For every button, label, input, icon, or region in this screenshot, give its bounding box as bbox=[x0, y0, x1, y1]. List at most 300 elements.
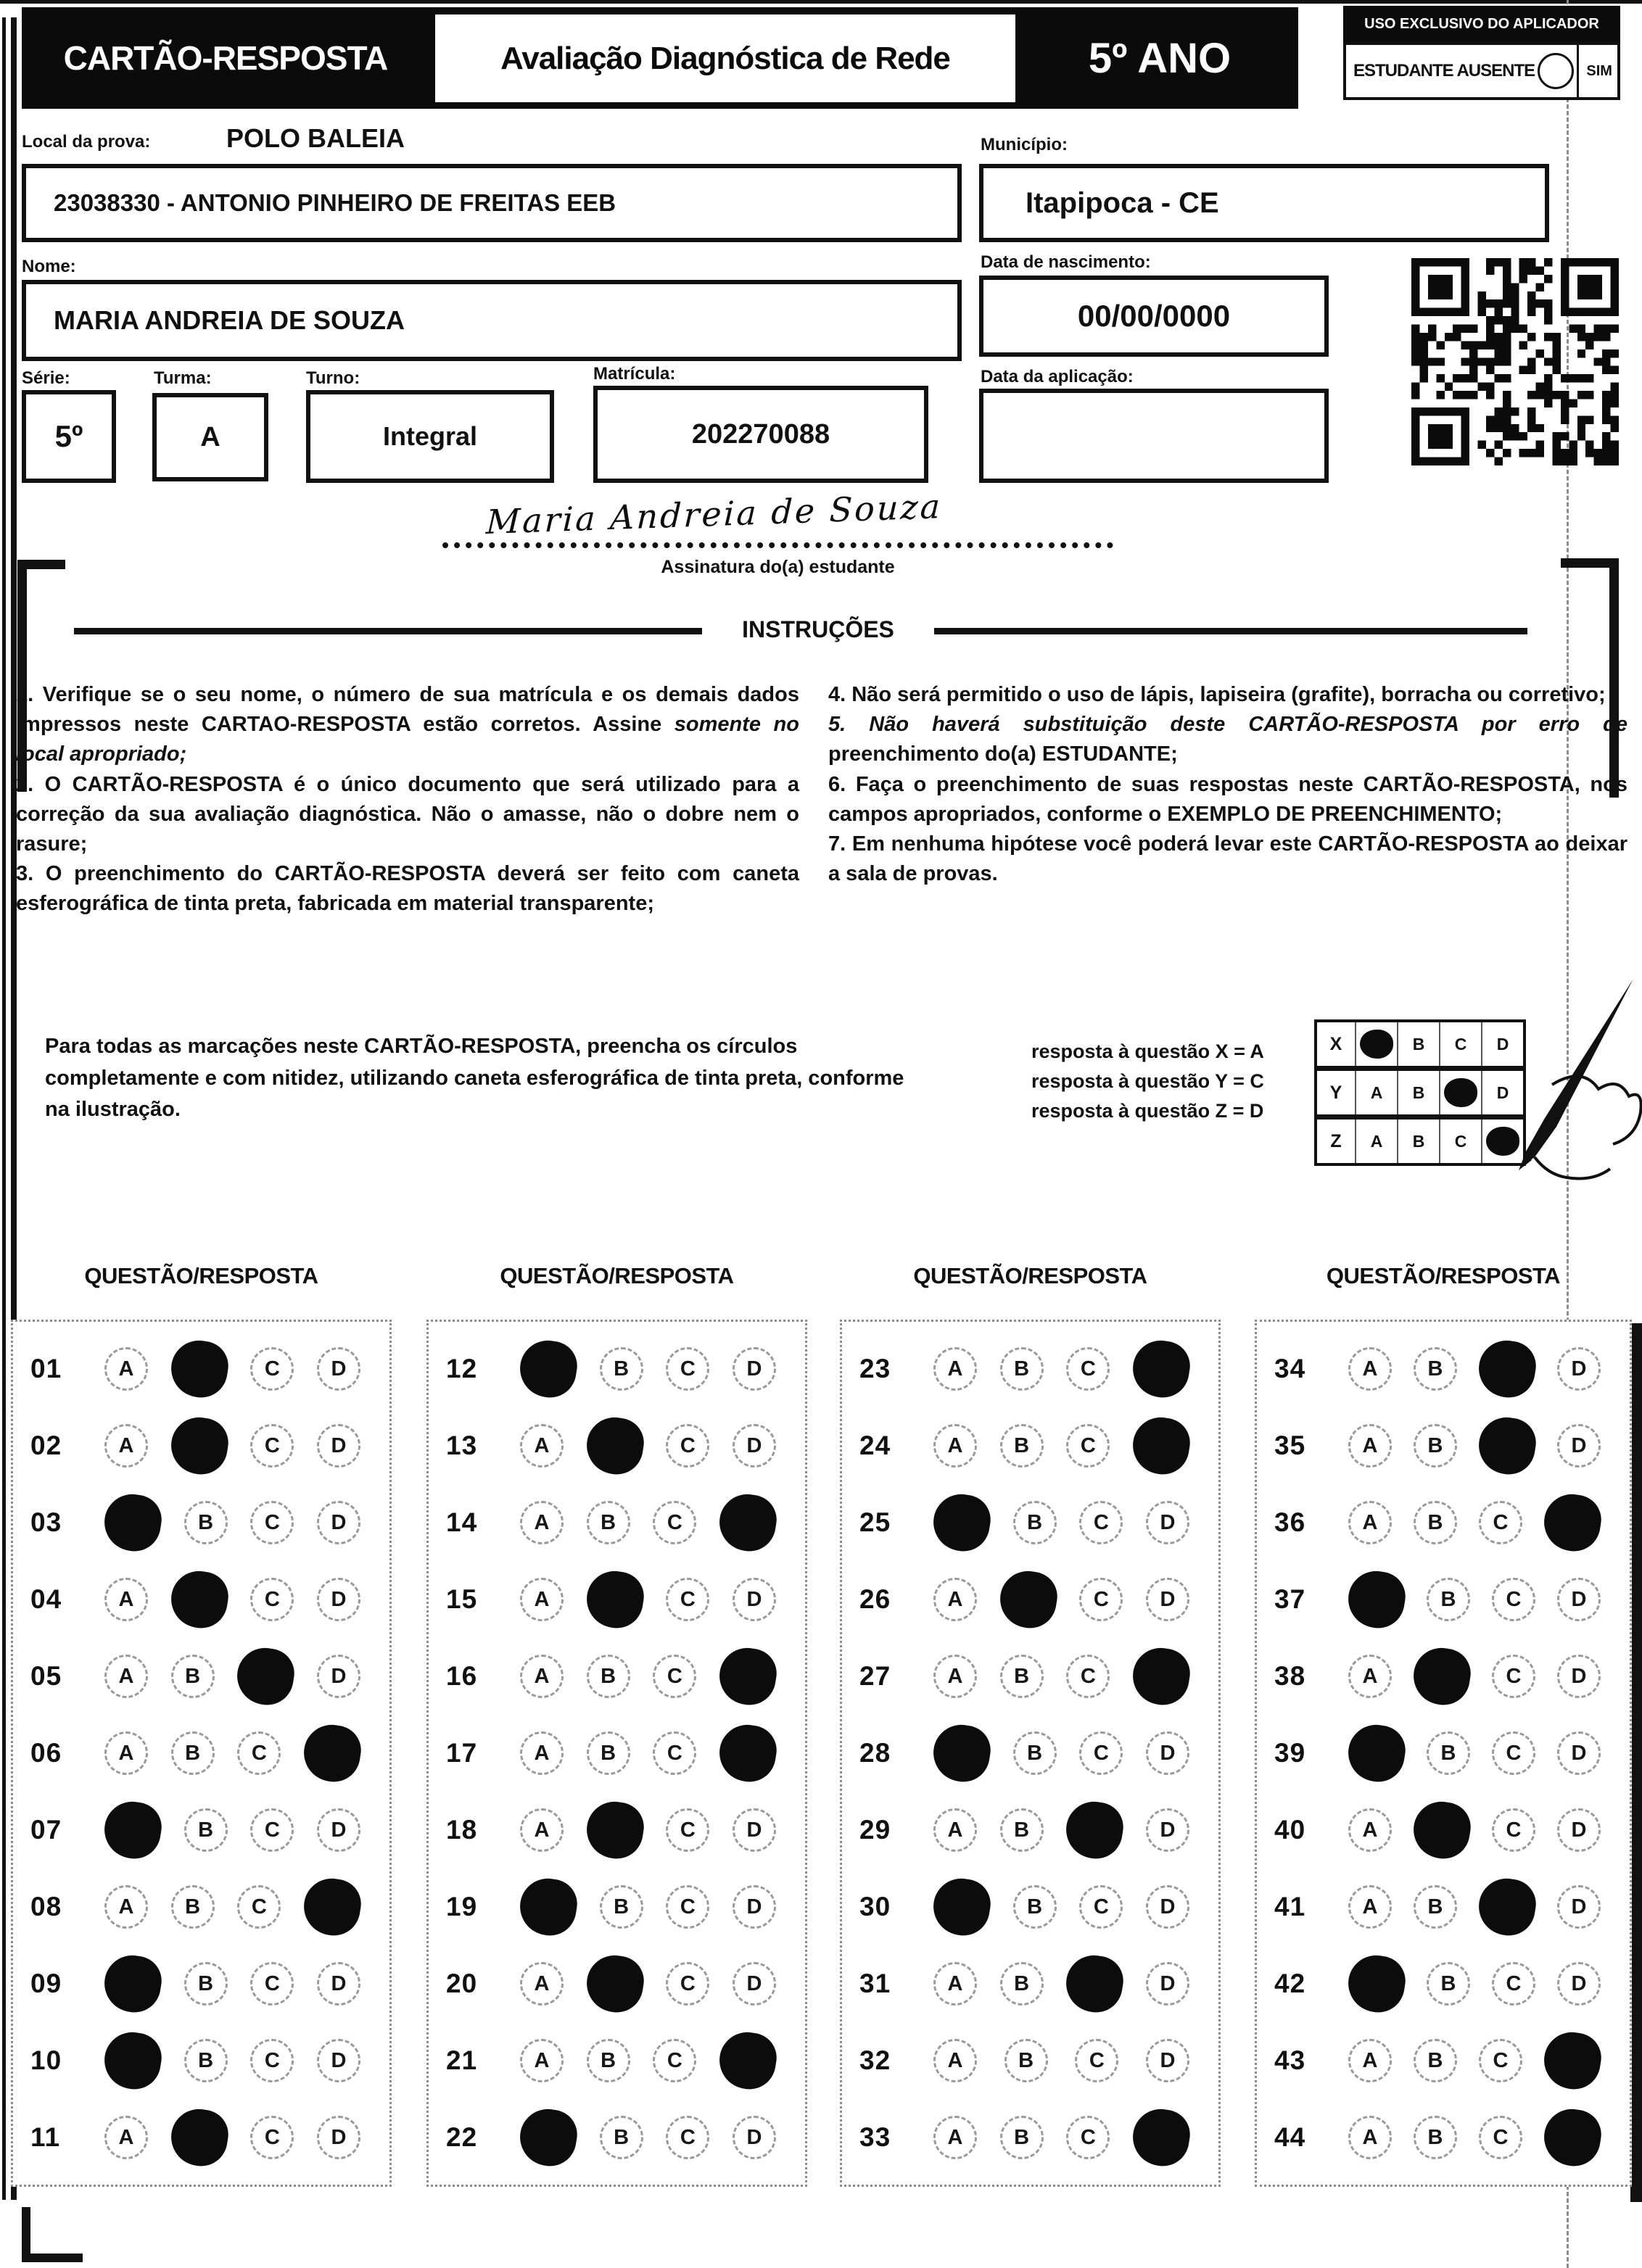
bubble-q21-B[interactable]: B bbox=[587, 2039, 630, 2082]
bubble-q36-D[interactable] bbox=[1540, 1490, 1604, 1555]
bubble-q03-B[interactable]: B bbox=[184, 1501, 228, 1544]
bubble-q09-A[interactable] bbox=[100, 1951, 165, 2016]
question-row-19 bbox=[429, 1872, 805, 1942]
bubble-q39-A[interactable] bbox=[1344, 1721, 1408, 1785]
bubble-q38-D[interactable]: D bbox=[1557, 1655, 1601, 1698]
question-row-27 bbox=[842, 1642, 1218, 1711]
bubble-q43-D[interactable] bbox=[1540, 2028, 1604, 2093]
bubble-q22-B[interactable]: B bbox=[600, 2116, 643, 2159]
signature-line bbox=[442, 542, 1113, 548]
bubble-q23-B[interactable]: B bbox=[1000, 1347, 1044, 1391]
bubble-group bbox=[1344, 1494, 1630, 1551]
bubble-q16-C[interactable]: C bbox=[653, 1655, 696, 1698]
bubble-q42-C[interactable]: C bbox=[1492, 1962, 1535, 2006]
bubble-q36-C[interactable]: C bbox=[1479, 1501, 1522, 1544]
question-number: 17 bbox=[446, 1738, 478, 1768]
question-number: 10 bbox=[30, 2045, 62, 2075]
signature-handwriting: Maria Andreia de Souza bbox=[485, 486, 944, 542]
bubble-q03-A[interactable] bbox=[100, 1490, 165, 1555]
bubble-q10-B[interactable]: B bbox=[184, 2039, 228, 2082]
bubble-group bbox=[100, 1725, 389, 1781]
bubble-q29-C[interactable] bbox=[1063, 1797, 1127, 1862]
question-number: 39 bbox=[1274, 1738, 1306, 1768]
bubble-q10-C[interactable]: C bbox=[250, 2039, 294, 2082]
bubble-q26-B[interactable] bbox=[996, 1567, 1060, 1631]
signature-caption: Assinatura do(a) estudante bbox=[661, 557, 895, 577]
question-row-21 bbox=[429, 2026, 805, 2095]
bubble-q33-B[interactable]: B bbox=[1000, 2116, 1044, 2159]
pen-illustration bbox=[1465, 976, 1642, 1201]
bubble-q26-C[interactable]: C bbox=[1079, 1578, 1123, 1621]
bubble-q20-B[interactable] bbox=[582, 1951, 647, 2016]
question-number: 42 bbox=[1274, 1969, 1306, 1998]
turma-field bbox=[152, 393, 268, 481]
bubble-q24-D[interactable] bbox=[1129, 1413, 1193, 1478]
serie-value: 5º bbox=[54, 419, 83, 453]
bubble-q31-B[interactable]: B bbox=[1000, 1962, 1044, 2006]
bubble-group bbox=[100, 1955, 389, 2012]
bubble-q27-D[interactable] bbox=[1129, 1644, 1193, 1708]
bubble-q11-D[interactable]: D bbox=[317, 2116, 360, 2159]
municipio-label: Município: bbox=[981, 135, 1068, 154]
bubble-q06-A[interactable]: A bbox=[104, 1731, 148, 1775]
bubble-q35-A[interactable]: A bbox=[1348, 1424, 1392, 1468]
bubble-q15-D[interactable]: D bbox=[733, 1578, 776, 1621]
bubble-q40-D[interactable]: D bbox=[1557, 1808, 1601, 1852]
bubble-q08-A[interactable]: A bbox=[104, 1885, 148, 1929]
bubble-q01-D[interactable]: D bbox=[317, 1347, 360, 1391]
bubble-q21-C[interactable]: C bbox=[653, 2039, 696, 2082]
bubble-q39-D[interactable]: D bbox=[1557, 1731, 1601, 1775]
question-row-36 bbox=[1257, 1488, 1630, 1557]
bubble-q43-B[interactable]: B bbox=[1414, 2039, 1457, 2082]
bubble-q39-B[interactable]: B bbox=[1427, 1731, 1470, 1775]
bubble-q17-D[interactable] bbox=[715, 1721, 780, 1785]
example-line-x: resposta à questão X = A bbox=[1031, 1040, 1264, 1062]
bubble-q23-D[interactable] bbox=[1129, 1336, 1193, 1401]
bubble-q04-B[interactable] bbox=[167, 1567, 231, 1631]
bubble-q25-D[interactable]: D bbox=[1146, 1501, 1189, 1544]
bubble-group bbox=[516, 2032, 805, 2089]
bubble-q16-B[interactable]: B bbox=[587, 1655, 630, 1698]
bubble-q42-D[interactable]: D bbox=[1557, 1962, 1601, 2006]
question-row-44 bbox=[1257, 2103, 1630, 2172]
bubble-q06-D[interactable] bbox=[300, 1721, 364, 1785]
question-number: 13 bbox=[446, 1431, 478, 1460]
answers-header-3: QUESTÃO/RESPOSTA bbox=[913, 1263, 1147, 1288]
bubble-q11-C[interactable]: C bbox=[250, 2116, 294, 2159]
question-row-02 bbox=[13, 1411, 389, 1481]
bubble-q34-A[interactable]: A bbox=[1348, 1347, 1392, 1391]
question-number: 24 bbox=[859, 1431, 891, 1460]
bubble-q18-D[interactable]: D bbox=[733, 1808, 776, 1852]
bubble-q31-A[interactable]: A bbox=[933, 1962, 977, 2006]
bubble-q38-C[interactable]: C bbox=[1492, 1655, 1535, 1698]
bubble-q15-C[interactable]: C bbox=[666, 1578, 709, 1621]
bubble-q10-D[interactable]: D bbox=[317, 2039, 360, 2082]
bubble-q12-A[interactable] bbox=[516, 1336, 580, 1401]
question-number: 19 bbox=[446, 1892, 478, 1921]
bubble-q36-B[interactable]: B bbox=[1414, 1501, 1457, 1544]
bubble-q40-B[interactable] bbox=[1409, 1797, 1474, 1862]
bubble-q13-A[interactable]: A bbox=[520, 1424, 564, 1468]
serie-label: Série: bbox=[22, 368, 70, 388]
question-number: 01 bbox=[30, 1354, 62, 1383]
bubble-q05-A[interactable]: A bbox=[104, 1655, 148, 1698]
question-row-26 bbox=[842, 1565, 1218, 1634]
bubble-q38-B[interactable] bbox=[1409, 1644, 1474, 1708]
bubble-q20-C[interactable]: C bbox=[666, 1962, 709, 2006]
scan-left-edge-1 bbox=[2, 17, 6, 2200]
bubble-q30-A[interactable] bbox=[929, 1874, 994, 1939]
bubble-q33-A[interactable]: A bbox=[933, 2116, 977, 2159]
question-number: 25 bbox=[859, 1507, 891, 1537]
scan-top-edge bbox=[0, 0, 1642, 4]
bubble-q05-D[interactable]: D bbox=[317, 1655, 360, 1698]
question-row-42 bbox=[1257, 1949, 1630, 2019]
question-number: 23 bbox=[859, 1354, 891, 1383]
bubble-q31-D[interactable]: D bbox=[1146, 1962, 1189, 2006]
bubble-q32-C[interactable]: C bbox=[1075, 2039, 1118, 2082]
instruction-item: 5. Não haverá substituição deste CARTÃO-RESPOSTA por erro de preenchimento do(a) ESTUDANTE; bbox=[828, 713, 1627, 766]
question-row-03 bbox=[13, 1488, 389, 1557]
bubble-group bbox=[516, 1418, 805, 1474]
bubble-q42-A[interactable] bbox=[1344, 1951, 1408, 2016]
bubble-q44-B[interactable]: B bbox=[1414, 2116, 1457, 2159]
exam-title-box bbox=[429, 7, 1021, 109]
bubble-group bbox=[929, 1341, 1218, 1397]
example-cell-Z-C: C bbox=[1439, 1119, 1481, 1163]
bubble-q21-D[interactable] bbox=[715, 2028, 780, 2093]
question-number: 43 bbox=[1274, 2045, 1306, 2075]
bubble-q19-B[interactable]: B bbox=[600, 1885, 643, 1929]
bubble-q17-B[interactable]: B bbox=[587, 1731, 630, 1775]
bubble-group bbox=[100, 1418, 389, 1474]
bubble-group bbox=[1344, 1648, 1630, 1705]
bubble-q41-C[interactable] bbox=[1474, 1874, 1539, 1939]
bubble-q43-C[interactable]: C bbox=[1479, 2039, 1522, 2082]
bubble-group bbox=[516, 1725, 805, 1781]
turma-value: A bbox=[200, 421, 220, 452]
example-cell-Y-A: A bbox=[1355, 1071, 1397, 1114]
bubble-q13-C[interactable]: C bbox=[666, 1424, 709, 1468]
bubble-group bbox=[929, 1802, 1218, 1858]
answers-box-1 bbox=[11, 1320, 392, 2187]
question-number: 20 bbox=[446, 1969, 478, 1998]
bubble-q34-C[interactable] bbox=[1474, 1336, 1539, 1401]
bubble-q12-B[interactable]: B bbox=[600, 1347, 643, 1391]
bubble-group bbox=[100, 1341, 389, 1397]
bubble-q18-C[interactable]: C bbox=[666, 1808, 709, 1852]
bubble-group bbox=[929, 2039, 1218, 2082]
bubble-q30-C[interactable]: C bbox=[1079, 1885, 1123, 1929]
bubble-q04-A[interactable]: A bbox=[104, 1578, 148, 1621]
bubble-q23-C[interactable]: C bbox=[1066, 1347, 1110, 1391]
bubble-q29-A[interactable]: A bbox=[933, 1808, 977, 1852]
question-row-40 bbox=[1257, 1795, 1630, 1865]
bubble-q01-C[interactable]: C bbox=[250, 1347, 294, 1391]
municipio-value: Itapipoca - CE bbox=[1026, 186, 1219, 219]
bubble-q12-D[interactable]: D bbox=[733, 1347, 776, 1391]
bubble-q44-C[interactable]: C bbox=[1479, 2116, 1522, 2159]
nome-field bbox=[22, 280, 962, 361]
bubble-q13-D[interactable]: D bbox=[733, 1424, 776, 1468]
question-number: 34 bbox=[1274, 1354, 1306, 1383]
bubble-q02-C[interactable]: C bbox=[250, 1424, 294, 1468]
bubble-q02-D[interactable]: D bbox=[317, 1424, 360, 1468]
bubble-q11-B[interactable] bbox=[167, 2105, 231, 2169]
question-row-14 bbox=[429, 1488, 805, 1557]
bubble-q44-A[interactable]: A bbox=[1348, 2116, 1392, 2159]
bubble-q28-A[interactable] bbox=[929, 1721, 994, 1785]
bubble-q28-C[interactable]: C bbox=[1079, 1731, 1123, 1775]
bubble-q18-B[interactable] bbox=[582, 1797, 647, 1862]
question-number: 18 bbox=[446, 1815, 478, 1845]
question-number: 32 bbox=[859, 2045, 891, 2075]
bubble-q24-C[interactable]: C bbox=[1066, 1424, 1110, 1468]
bubble-q20-A[interactable]: A bbox=[520, 1962, 564, 2006]
bubble-group bbox=[516, 1879, 805, 1935]
bubble-q27-B[interactable]: B bbox=[1000, 1655, 1044, 1698]
bubble-q18-A[interactable]: A bbox=[520, 1808, 564, 1852]
serie-field bbox=[22, 390, 116, 483]
question-number: 41 bbox=[1274, 1892, 1306, 1921]
turno-value: Integral bbox=[382, 421, 478, 451]
bubble-q22-D[interactable]: D bbox=[733, 2116, 776, 2159]
bubble-q44-D[interactable] bbox=[1540, 2105, 1604, 2169]
bubble-q31-C[interactable] bbox=[1063, 1951, 1127, 2016]
bubble-q23-A[interactable]: A bbox=[933, 1347, 977, 1391]
municipio-field bbox=[979, 164, 1549, 242]
bubble-q27-A[interactable]: A bbox=[933, 1655, 977, 1698]
bubble-q01-B[interactable] bbox=[167, 1336, 231, 1401]
bubble-q01-A[interactable]: A bbox=[104, 1347, 148, 1391]
bubble-q41-B[interactable]: B bbox=[1414, 1885, 1457, 1929]
bubble-q33-C[interactable]: C bbox=[1066, 2116, 1110, 2159]
bubble-q21-A[interactable]: A bbox=[520, 2039, 564, 2082]
question-row-43 bbox=[1257, 2026, 1630, 2095]
bubble-q04-C[interactable]: C bbox=[250, 1578, 294, 1621]
bubble-q19-A[interactable] bbox=[516, 1874, 580, 1939]
question-number: 12 bbox=[446, 1354, 478, 1383]
bubble-q02-B[interactable] bbox=[167, 1413, 231, 1478]
bubble-q37-B[interactable]: B bbox=[1427, 1578, 1470, 1621]
question-row-34 bbox=[1257, 1334, 1630, 1404]
bubble-q43-A[interactable]: A bbox=[1348, 2039, 1392, 2082]
local-label: Local da prova: bbox=[22, 132, 151, 152]
bubble-q25-A[interactable] bbox=[929, 1490, 994, 1555]
example-cell-X-B: B bbox=[1397, 1022, 1439, 1066]
bubble-group bbox=[100, 1802, 389, 1858]
answers-header-1: QUESTÃO/RESPOSTA bbox=[84, 1263, 318, 1288]
bubble-group bbox=[516, 1802, 805, 1858]
bubble-group bbox=[929, 1955, 1218, 2012]
example-row-label: Y bbox=[1329, 1082, 1342, 1103]
question-row-22 bbox=[429, 2103, 805, 2172]
bubble-q34-D[interactable]: D bbox=[1557, 1347, 1601, 1391]
bubble-q22-C[interactable]: C bbox=[666, 2116, 709, 2159]
question-row-09 bbox=[13, 1949, 389, 2019]
bubble-q32-D[interactable]: D bbox=[1146, 2039, 1189, 2082]
bubble-q34-B[interactable]: B bbox=[1414, 1347, 1457, 1391]
bubble-q02-A[interactable]: A bbox=[104, 1424, 148, 1468]
bubble-q37-D[interactable]: D bbox=[1557, 1578, 1601, 1621]
question-row-30 bbox=[842, 1872, 1218, 1942]
bubble-q40-C[interactable]: C bbox=[1492, 1808, 1535, 1852]
bubble-q29-B[interactable]: B bbox=[1000, 1808, 1044, 1852]
bubble-q41-D[interactable]: D bbox=[1557, 1885, 1601, 1929]
school-value: 23038330 - ANTONIO PINHEIRO DE FREITAS EEB bbox=[54, 189, 616, 216]
nascimento-label: Data de nascimento: bbox=[981, 252, 1151, 272]
bubble-q12-C[interactable]: C bbox=[666, 1347, 709, 1391]
examiner-use-label: USO EXCLUSIVO DO APLICADOR bbox=[1343, 6, 1620, 42]
bubble-q28-B[interactable]: B bbox=[1013, 1731, 1057, 1775]
bubble-q07-D[interactable]: D bbox=[317, 1808, 360, 1852]
instruction-item: 3. O preenchimento do CARTÃO-RESPOSTA deverá ser feito com caneta esferográfica de tinta preta, fabricada em material transparente; bbox=[16, 862, 799, 916]
bubble-q30-B[interactable]: B bbox=[1013, 1885, 1057, 1929]
bubble-q07-A[interactable] bbox=[100, 1797, 165, 1862]
question-number: 26 bbox=[859, 1584, 891, 1614]
bubble-group bbox=[516, 1955, 805, 2012]
bubble-q17-C[interactable]: C bbox=[653, 1731, 696, 1775]
example-cell-X-C: C bbox=[1439, 1022, 1481, 1066]
bubble-q16-A[interactable]: A bbox=[520, 1655, 564, 1698]
bubble-q29-D[interactable]: D bbox=[1146, 1808, 1189, 1852]
bubble-q05-B[interactable]: B bbox=[171, 1655, 215, 1698]
bubble-q08-C[interactable]: C bbox=[237, 1885, 281, 1929]
turno-field bbox=[306, 390, 554, 483]
bubble-q09-B[interactable]: B bbox=[184, 1962, 228, 2006]
bubble-q14-C[interactable]: C bbox=[653, 1501, 696, 1544]
example-cell-X-D: D bbox=[1481, 1022, 1523, 1066]
absent-box bbox=[1343, 42, 1620, 100]
bubble-group bbox=[100, 1494, 389, 1551]
bubble-q24-B[interactable]: B bbox=[1000, 1424, 1044, 1468]
bubble-q11-A[interactable]: A bbox=[104, 2116, 148, 2159]
bubble-q25-C[interactable]: C bbox=[1079, 1501, 1123, 1544]
bubble-q27-C[interactable]: C bbox=[1066, 1655, 1110, 1698]
bubble-q41-A[interactable]: A bbox=[1348, 1885, 1392, 1929]
bubble-q07-B[interactable]: B bbox=[184, 1808, 228, 1852]
bubble-q38-A[interactable]: A bbox=[1348, 1655, 1392, 1698]
bubble-group bbox=[1344, 1341, 1630, 1397]
question-row-25 bbox=[842, 1488, 1218, 1557]
fill-note: Para todas as marcações neste CARTÃO-RESPOSTA, preencha os círculos completamente e com nitidez, utilizando caneta esferográfica de tinta preta, conforme na ilustração. bbox=[45, 1035, 904, 1121]
question-row-16 bbox=[429, 1642, 805, 1711]
bubble-q37-A[interactable] bbox=[1344, 1567, 1408, 1631]
bubble-q06-B[interactable]: B bbox=[171, 1731, 215, 1775]
bubble-group bbox=[929, 1879, 1218, 1935]
bubble-q19-D[interactable]: D bbox=[733, 1885, 776, 1929]
bubble-q28-D[interactable]: D bbox=[1146, 1731, 1189, 1775]
example-cell-Z-B: B bbox=[1397, 1119, 1439, 1163]
question-number: 27 bbox=[859, 1661, 891, 1691]
question-row-31 bbox=[842, 1949, 1218, 2019]
question-number: 33 bbox=[859, 2122, 891, 2152]
examiner-block bbox=[1343, 6, 1620, 94]
bubble-q16-D[interactable] bbox=[715, 1644, 780, 1708]
card-title: CARTÃO-RESPOSTA bbox=[63, 39, 388, 77]
bubble-q17-A[interactable]: A bbox=[520, 1731, 564, 1775]
question-row-18 bbox=[429, 1795, 805, 1865]
question-number: 16 bbox=[446, 1661, 478, 1691]
bubble-q14-A[interactable]: A bbox=[520, 1501, 564, 1544]
bubble-q35-B[interactable]: B bbox=[1414, 1424, 1457, 1468]
bubble-group bbox=[929, 1494, 1218, 1551]
bubble-q09-D[interactable]: D bbox=[317, 1962, 360, 2006]
bubble-q40-A[interactable]: A bbox=[1348, 1808, 1392, 1852]
bubble-q37-C[interactable]: C bbox=[1492, 1578, 1535, 1621]
bubble-q07-C[interactable]: C bbox=[250, 1808, 294, 1852]
bubble-q32-B[interactable]: B bbox=[1004, 2039, 1048, 2082]
bubble-q08-B[interactable]: B bbox=[171, 1885, 215, 1929]
bubble-q26-D[interactable]: D bbox=[1146, 1578, 1189, 1621]
question-row-11 bbox=[13, 2103, 389, 2172]
bubble-group bbox=[1344, 1955, 1630, 2012]
bubble-q04-D[interactable]: D bbox=[317, 1578, 360, 1621]
bubble-q06-C[interactable]: C bbox=[237, 1731, 281, 1775]
question-number: 28 bbox=[859, 1738, 891, 1768]
instructions-rule-left bbox=[74, 628, 702, 634]
scan-right-strip bbox=[1630, 1323, 1642, 2202]
bubble-q03-D[interactable]: D bbox=[317, 1501, 360, 1544]
turma-label: Turma: bbox=[154, 368, 212, 388]
bubble-q24-A[interactable]: A bbox=[933, 1424, 977, 1468]
exam-title: Avaliação Diagnóstica de Rede bbox=[435, 15, 1015, 102]
question-number: 30 bbox=[859, 1892, 891, 1921]
bubble-q39-C[interactable]: C bbox=[1492, 1731, 1535, 1775]
bubble-q20-D[interactable]: D bbox=[733, 1962, 776, 2006]
bubble-q25-B[interactable]: B bbox=[1013, 1501, 1057, 1544]
bubble-q22-A[interactable] bbox=[516, 2105, 580, 2169]
bubble-q14-B[interactable]: B bbox=[587, 1501, 630, 1544]
nome-label: Nome: bbox=[22, 257, 76, 276]
absent-yes-label: SIM bbox=[1577, 45, 1620, 97]
aplicacao-field bbox=[979, 389, 1329, 483]
bubble-q10-A[interactable] bbox=[100, 2028, 165, 2093]
bubble-q19-C[interactable]: C bbox=[666, 1885, 709, 1929]
bubble-q15-A[interactable]: A bbox=[520, 1578, 564, 1621]
bubble-q26-A[interactable]: A bbox=[933, 1578, 977, 1621]
bubble-q35-D[interactable]: D bbox=[1557, 1424, 1601, 1468]
bubble-q15-B[interactable] bbox=[582, 1567, 647, 1631]
bubble-q36-A[interactable]: A bbox=[1348, 1501, 1392, 1544]
bubble-q35-C[interactable] bbox=[1474, 1413, 1539, 1478]
bubble-q13-B[interactable] bbox=[582, 1413, 647, 1478]
bubble-q42-B[interactable]: B bbox=[1427, 1962, 1470, 2006]
bubble-q08-D[interactable] bbox=[300, 1874, 364, 1939]
instruction-item: 7. Em nenhuma hipótese você poderá levar este CARTÃO-RESPOSTA ao deixar a sala de provas. bbox=[828, 832, 1627, 886]
question-row-37 bbox=[1257, 1565, 1630, 1634]
question-number: 29 bbox=[859, 1815, 891, 1845]
bubble-q14-D[interactable] bbox=[715, 1490, 780, 1555]
bubble-group bbox=[100, 1571, 389, 1628]
bubble-q30-D[interactable]: D bbox=[1146, 1885, 1189, 1929]
question-number: 31 bbox=[859, 1969, 891, 1998]
question-number: 05 bbox=[30, 1661, 62, 1691]
absent-circle[interactable] bbox=[1538, 53, 1574, 89]
bubble-q33-D[interactable] bbox=[1129, 2105, 1193, 2169]
bracket-bottom-left-h bbox=[22, 2253, 83, 2262]
bubble-q32-A[interactable]: A bbox=[933, 2039, 977, 2082]
bubble-q09-C[interactable]: C bbox=[250, 1962, 294, 2006]
bubble-group bbox=[100, 1879, 389, 1935]
bubble-q03-C[interactable]: C bbox=[250, 1501, 294, 1544]
bubble-q05-C[interactable] bbox=[234, 1644, 298, 1708]
answers-box-4 bbox=[1255, 1320, 1632, 2187]
question-row-38 bbox=[1257, 1642, 1630, 1711]
grade-label: 5º ANO bbox=[1088, 34, 1232, 82]
